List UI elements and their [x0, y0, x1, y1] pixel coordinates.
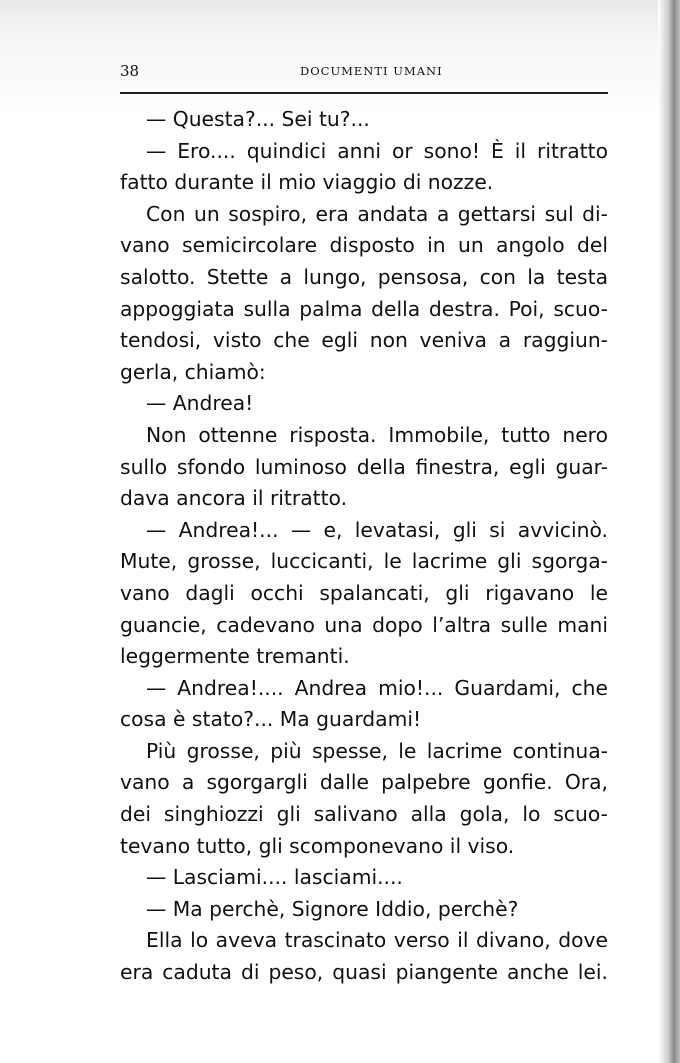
text-line: appoggiata sulla palma della destra. Poi, scuo- — [120, 296, 608, 321]
text-line: — Andrea! — [146, 391, 254, 416]
page-binding-edge — [658, 0, 680, 1063]
header-rule — [120, 92, 608, 94]
text-line: — Andrea!.... Andrea mio!... Guardami, che — [146, 675, 608, 700]
text-line: — Lasciami.... lasciami.... — [146, 865, 403, 890]
text-line: vano a sgorgargli dalle palpebre gonfie. Ora, — [120, 770, 608, 795]
text-line: Ella lo aveva trascinato verso il divano, dove — [146, 928, 608, 953]
text-line: Mute, grosse, luccicanti, le lacrime gli sgorga- — [120, 549, 608, 574]
text-line: Non ottenne risposta. Immobile, tutto nero — [146, 422, 608, 447]
page-header — [120, 58, 608, 88]
text-line: — Ero.... quindici anni or sono! È il ritratto — [146, 138, 608, 163]
text-line: cosa è stato?... Ma guardami! — [120, 707, 422, 732]
text-line: Più grosse, più spesse, le lacrime continua- — [146, 738, 608, 763]
text-line: sullo sfondo luminoso della finestra, egli guar- — [120, 454, 608, 479]
text-line: vano semicircolare disposto in un angolo del — [120, 233, 608, 258]
text-line: tevano tutto, gli scomponevano il viso. — [120, 833, 515, 858]
text-line: salotto. Stette a lungo, pensosa, con la testa — [120, 264, 608, 289]
text-line: dei singhiozzi gli salivano alla gola, lo scuo- — [120, 802, 608, 827]
text-line: — Ma perchè, Signore Iddio, perchè? — [146, 896, 519, 921]
text-body — [120, 104, 608, 989]
text-line: — Andrea!... — e, levatasi, gli si avvicinò. — [146, 517, 608, 542]
page-number: 38 — [120, 62, 140, 80]
text-line: vano dagli occhi spalancati, gli rigavano le — [120, 580, 608, 605]
running-title: DOCUMENTI UMANI — [300, 64, 443, 78]
text-line: leggermente tremanti. — [120, 644, 350, 669]
text-line: guancie, cadevano una dopo l’altra sulle mani — [120, 612, 608, 637]
text-line: dava ancora il ritratto. — [120, 486, 348, 511]
text-line: Con un sospiro, era andata a gettarsi sul di- — [146, 201, 608, 226]
text-line: fatto durante il mio viaggio di nozze. — [120, 170, 494, 195]
text-line: — Questa?... Sei tu?... — [146, 107, 370, 131]
text-line: era caduta di peso, quasi piangente anche lei. — [120, 960, 608, 985]
text-line: tendosi, visto che egli non veniva a raggiun- — [120, 328, 608, 353]
text-line: gerla, chiamò: — [120, 359, 266, 384]
